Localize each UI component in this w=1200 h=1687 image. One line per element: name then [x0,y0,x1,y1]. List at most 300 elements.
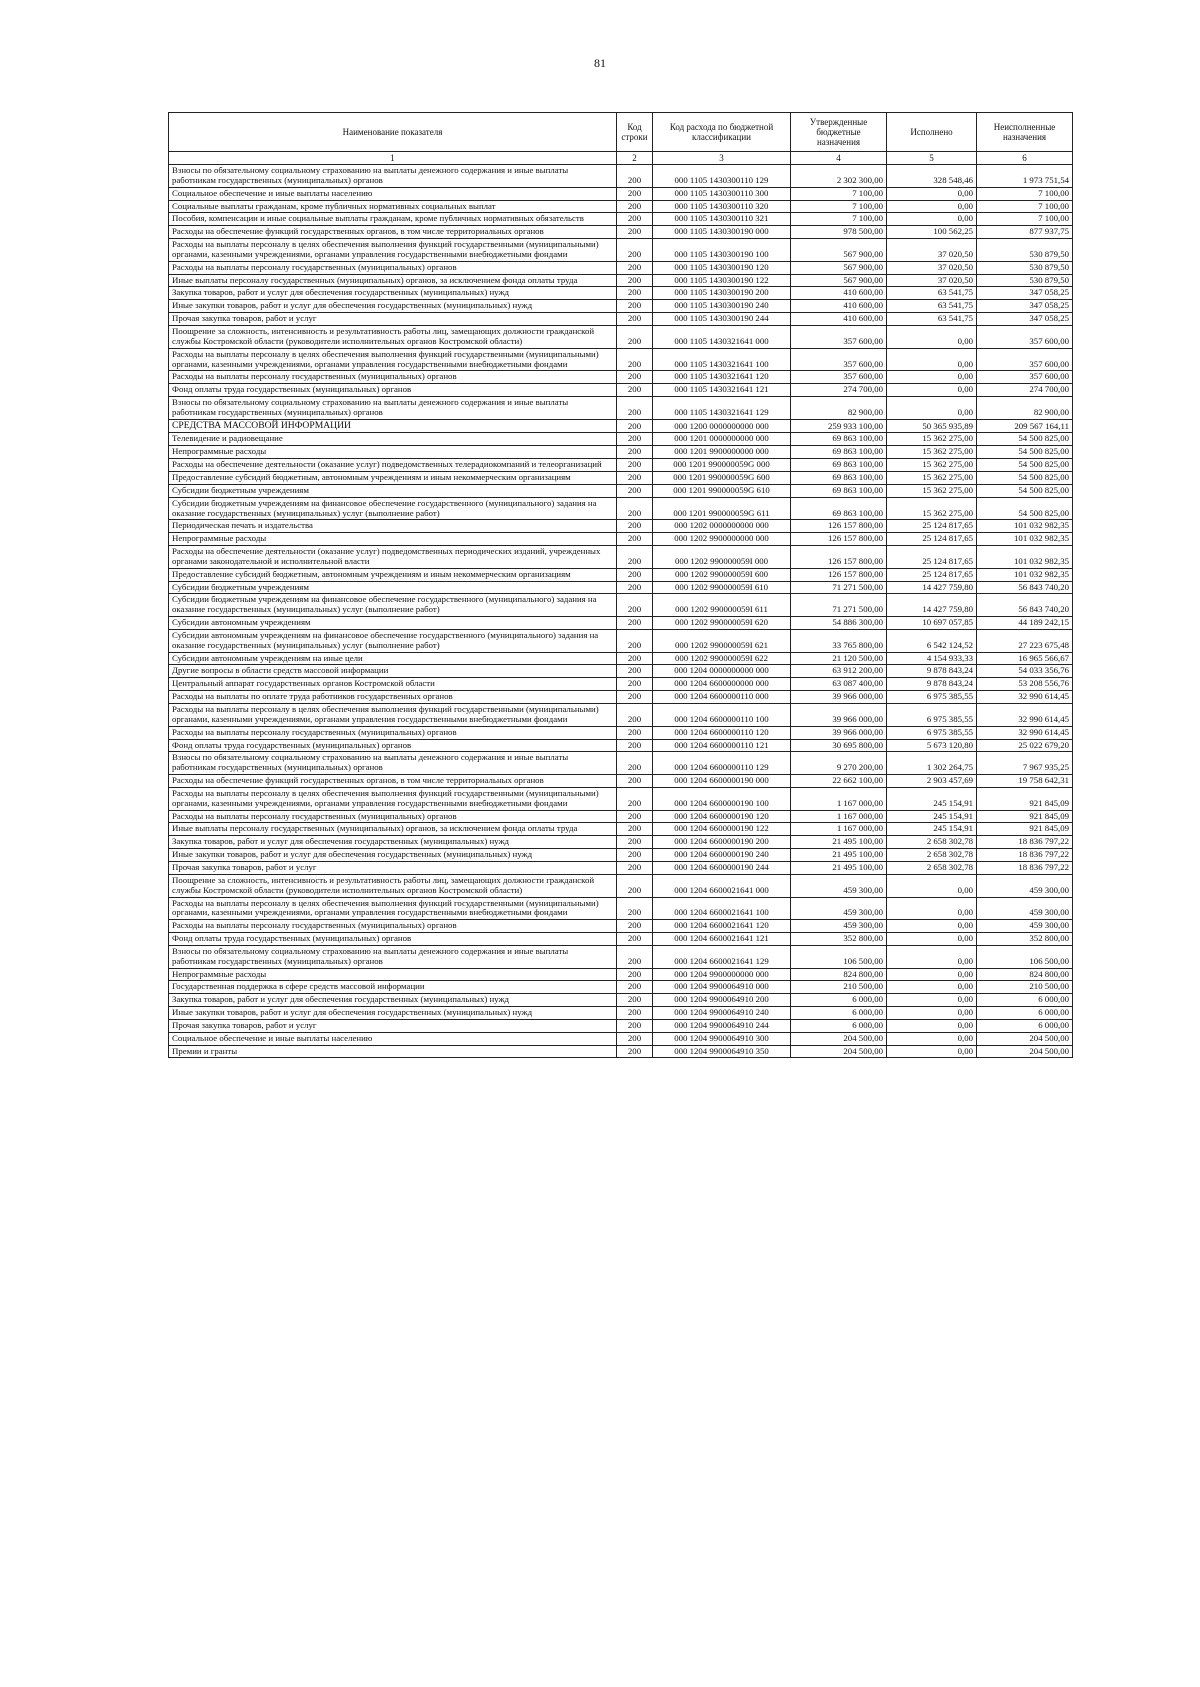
row-executed-cell: 15 362 275,00 [887,446,977,459]
row-budget-code-cell: 000 1204 9900064910 300 [653,1032,791,1045]
row-remaining-cell: 357 600,00 [977,371,1073,384]
row-line-code-cell: 200 [617,1019,653,1032]
row-line-code-cell: 200 [617,546,653,569]
row-executed-cell: 15 362 275,00 [887,484,977,497]
row-executed-cell: 25 124 817,65 [887,520,977,533]
row-remaining-cell: 82 900,00 [977,397,1073,420]
row-approved-cell: 459 300,00 [791,897,887,920]
row-name-cell: Расходы на выплаты персоналу государственных (муниципальных) органов [169,371,617,384]
row-name-cell: Субсидии автономным учреждениям на иные цели [169,652,617,665]
row-budget-code-cell: 000 1202 9900000000 000 [653,533,791,546]
row-executed-cell: 0,00 [887,1032,977,1045]
row-line-code-cell: 200 [617,617,653,630]
row-budget-code-cell: 000 1204 0000000000 000 [653,665,791,678]
row-executed-cell: 6 975 385,55 [887,691,977,704]
row-line-code-cell: 200 [617,1045,653,1058]
row-remaining-cell: 16 965 566,67 [977,652,1073,665]
table-row [169,752,1073,775]
table-row [169,933,1073,946]
row-approved-cell: 204 500,00 [791,1045,887,1058]
row-executed-cell: 0,00 [887,213,977,226]
table-row [169,861,1073,874]
row-executed-cell: 2 658 302,78 [887,861,977,874]
row-executed-cell: 0,00 [887,187,977,200]
row-line-code-cell: 200 [617,325,653,348]
row-budget-code-cell: 000 1204 6600000000 000 [653,678,791,691]
row-remaining-cell: 7 100,00 [977,200,1073,213]
row-line-code-cell: 200 [617,300,653,313]
table-row [169,581,1073,594]
table-row [169,981,1073,994]
row-name-cell: Расходы на обеспечение функций государственных органов, в том числе территориальных органов [169,775,617,788]
row-line-code-cell: 200 [617,665,653,678]
row-executed-cell: 63 541,75 [887,287,977,300]
row-executed-cell: 245 154,91 [887,810,977,823]
row-line-code-cell: 200 [617,497,653,520]
row-executed-cell: 0,00 [887,874,977,897]
row-approved-cell: 7 100,00 [791,213,887,226]
row-remaining-cell: 347 058,25 [977,313,1073,326]
table-row [169,629,1073,652]
row-line-code-cell: 200 [617,568,653,581]
row-executed-cell: 0,00 [887,933,977,946]
row-approved-cell: 7 100,00 [791,200,887,213]
row-executed-cell: 6 542 124,52 [887,629,977,652]
page-number: 81 [594,56,606,70]
row-budget-code-cell: 000 1201 9900000000 000 [653,446,791,459]
table-row [169,165,1073,188]
row-executed-cell: 0,00 [887,325,977,348]
row-budget-code-cell: 000 1204 9900064910 244 [653,1019,791,1032]
row-remaining-cell: 106 500,00 [977,945,1073,968]
row-budget-code-cell: 000 1204 6600021641 129 [653,945,791,968]
table-row [169,945,1073,968]
row-name-cell: Взносы по обязательному социальному страхованию на выплаты денежного содержания и иные выплаты работникам государственных (муниципальных) органов [169,945,617,968]
table-row [169,497,1073,520]
row-name-cell: Прочая закупка товаров, работ и услуг [169,861,617,874]
row-name-cell: Субсидии бюджетным учреждениям на финансовое обеспечение государственного (муниципального) задания на оказание государственных (муниципальных) услуг (выполнение работ) [169,497,617,520]
table-row [169,274,1073,287]
row-remaining-cell: 54 500 825,00 [977,459,1073,472]
row-approved-cell: 21 120 500,00 [791,652,887,665]
table-row [169,665,1073,678]
column-number: 4 [791,152,887,165]
table-row [169,968,1073,981]
row-budget-code-cell: 000 1202 990000059I 000 [653,546,791,569]
table-row [169,287,1073,300]
row-name-cell: Субсидии бюджетным учреждениям на финансовое обеспечение государственного (муниципального) задания на оказание государственных (муниципальных) услуг (выполнение работ) [169,594,617,617]
budget-execution-table [168,112,1073,1058]
row-executed-cell: 10 697 057,85 [887,617,977,630]
row-name-cell: Социальное обеспечение и иные выплаты населению [169,1032,617,1045]
row-name-cell: Поощрение за сложность, интенсивность и результативность работы лиц, замещающих должности гражданской службы Костромской области (руководители исполнительных органов Костромской области) [169,874,617,897]
row-approved-cell: 69 863 100,00 [791,471,887,484]
table-row [169,617,1073,630]
row-name-cell: СРЕДСТВА МАССОВОЙ ИНФОРМАЦИИ [169,419,617,433]
table-row [169,384,1073,397]
row-line-code-cell: 200 [617,274,653,287]
row-name-cell: Непрограммные расходы [169,533,617,546]
row-executed-cell: 15 362 275,00 [887,497,977,520]
row-name-cell: Социальные выплаты гражданам, кроме публичных нормативных социальных выплат [169,200,617,213]
table-row [169,897,1073,920]
row-budget-code-cell: 000 1204 6600000190 244 [653,861,791,874]
row-budget-code-cell: 000 1200 0000000000 000 [653,419,791,433]
row-remaining-cell: 6 000,00 [977,1007,1073,1020]
row-approved-cell: 126 157 800,00 [791,546,887,569]
row-approved-cell: 30 695 800,00 [791,739,887,752]
row-name-cell: Закупка товаров, работ и услуг для обеспечения государственных (муниципальных) нужд [169,287,617,300]
row-name-cell: Предоставление субсидий бюджетным, автономным учреждениям и иным некоммерческим организациям [169,568,617,581]
row-line-code-cell: 200 [617,726,653,739]
row-name-cell: Закупка товаров, работ и услуг для обеспечения государственных (муниципальных) нужд [169,994,617,1007]
row-remaining-cell: 459 300,00 [977,874,1073,897]
row-budget-code-cell: 000 1204 6600000110 000 [653,691,791,704]
row-line-code-cell: 200 [617,213,653,226]
row-name-cell: Иные выплаты персоналу государственных (муниципальных) органов, за исключением фонда оплаты труда [169,274,617,287]
row-budget-code-cell: 000 1204 9900064910 000 [653,981,791,994]
row-approved-cell: 352 800,00 [791,933,887,946]
row-line-code-cell: 200 [617,313,653,326]
row-line-code-cell: 200 [617,920,653,933]
row-remaining-cell: 357 600,00 [977,325,1073,348]
row-approved-cell: 1 167 000,00 [791,823,887,836]
row-approved-cell: 1 167 000,00 [791,810,887,823]
row-approved-cell: 9 270 200,00 [791,752,887,775]
table-row [169,568,1073,581]
table-row [169,836,1073,849]
row-executed-cell: 37 020,50 [887,274,977,287]
table-row [169,433,1073,446]
table-row [169,325,1073,348]
row-line-code-cell: 200 [617,433,653,446]
row-name-cell: Расходы на выплаты персоналу в целях обеспечения выполнения функций государственными (муниципальными) органами, казенными учреждениями, органами управления государственными внебюджетными фондами [169,704,617,727]
table-row [169,546,1073,569]
row-line-code-cell: 200 [617,397,653,420]
row-remaining-cell: 1 973 751,54 [977,165,1073,188]
row-line-code-cell: 200 [617,446,653,459]
row-executed-cell: 50 365 935,89 [887,419,977,433]
row-name-cell: Непрограммные расходы [169,968,617,981]
row-line-code-cell: 200 [617,704,653,727]
row-executed-cell: 15 362 275,00 [887,471,977,484]
row-line-code-cell: 200 [617,861,653,874]
row-remaining-cell: 530 879,50 [977,261,1073,274]
row-remaining-cell: 204 500,00 [977,1045,1073,1058]
row-remaining-cell: 54 500 825,00 [977,471,1073,484]
row-budget-code-cell: 000 1204 6600000190 100 [653,787,791,810]
row-budget-code-cell: 000 1204 9900064910 350 [653,1045,791,1058]
row-approved-cell: 567 900,00 [791,274,887,287]
row-executed-cell: 1 302 264,75 [887,752,977,775]
row-executed-cell: 6 975 385,55 [887,704,977,727]
table-row [169,226,1073,239]
row-name-cell: Премии и гранты [169,1045,617,1058]
row-budget-code-cell: 000 1105 1430300190 000 [653,226,791,239]
column-number: 2 [617,152,653,165]
row-name-cell: Иные закупки товаров, работ и услуг для обеспечения государственных (муниципальных) нужд [169,849,617,862]
row-executed-cell: 25 124 817,65 [887,546,977,569]
row-approved-cell: 357 600,00 [791,348,887,371]
row-executed-cell: 245 154,91 [887,823,977,836]
row-approved-cell: 21 495 100,00 [791,849,887,862]
row-executed-cell: 2 658 302,78 [887,849,977,862]
table-row [169,1045,1073,1058]
row-line-code-cell: 200 [617,371,653,384]
column-header-remaining: Неисполненные назначения [977,113,1073,152]
row-executed-cell: 0,00 [887,397,977,420]
table-row [169,446,1073,459]
row-approved-cell: 6 000,00 [791,1019,887,1032]
row-approved-cell: 63 912 200,00 [791,665,887,678]
row-line-code-cell: 200 [617,459,653,472]
row-remaining-cell: 32 990 614,45 [977,691,1073,704]
row-budget-code-cell: 000 1204 9900064910 240 [653,1007,791,1020]
row-remaining-cell: 274 700,00 [977,384,1073,397]
row-line-code-cell: 200 [617,187,653,200]
table-row [169,787,1073,810]
row-remaining-cell: 32 990 614,45 [977,704,1073,727]
row-name-cell: Субсидии автономным учреждениям на финансовое обеспечение государственного (муниципального) задания на оказание государственных (муниципальных) услуг (выполнение работ) [169,629,617,652]
row-approved-cell: 6 000,00 [791,994,887,1007]
row-name-cell: Иные закупки товаров, работ и услуг для обеспечения государственных (муниципальных) нужд [169,300,617,313]
column-header-line-code: Код строки [617,113,653,152]
row-approved-cell: 39 966 000,00 [791,726,887,739]
row-name-cell: Взносы по обязательному социальному страхованию на выплаты денежного содержания и иные выплаты работникам государственных (муниципальных) органов [169,397,617,420]
row-budget-code-cell: 000 1204 6600000190 122 [653,823,791,836]
table-row [169,920,1073,933]
row-name-cell: Непрограммные расходы [169,446,617,459]
row-budget-code-cell: 000 1202 0000000000 000 [653,520,791,533]
row-name-cell: Расходы на выплаты персоналу государственных (муниципальных) органов [169,726,617,739]
row-executed-cell: 9 878 843,24 [887,678,977,691]
row-remaining-cell: 53 208 556,76 [977,678,1073,691]
row-executed-cell: 328 548,46 [887,165,977,188]
row-budget-code-cell: 000 1201 0000000000 000 [653,433,791,446]
row-remaining-cell: 6 000,00 [977,1019,1073,1032]
row-executed-cell: 9 878 843,24 [887,665,977,678]
row-executed-cell: 25 124 817,65 [887,568,977,581]
row-executed-cell: 4 154 933,33 [887,652,977,665]
row-remaining-cell: 357 600,00 [977,348,1073,371]
table-header-row [169,113,1073,152]
column-header-executed: Исполнено [887,113,977,152]
row-budget-code-cell: 000 1105 1430321641 100 [653,348,791,371]
row-approved-cell: 459 300,00 [791,874,887,897]
row-budget-code-cell: 000 1105 1430321641 000 [653,325,791,348]
row-approved-cell: 63 087 400,00 [791,678,887,691]
row-remaining-cell: 459 300,00 [977,920,1073,933]
row-remaining-cell: 25 022 679,20 [977,739,1073,752]
table-row [169,397,1073,420]
row-executed-cell: 14 427 759,80 [887,581,977,594]
row-remaining-cell: 921 845,09 [977,823,1073,836]
table-row [169,1019,1073,1032]
row-name-cell: Иные выплаты персоналу государственных (муниципальных) органов, за исключением фонда оплаты труда [169,823,617,836]
row-remaining-cell: 7 100,00 [977,213,1073,226]
table-row [169,213,1073,226]
row-executed-cell: 0,00 [887,200,977,213]
row-remaining-cell: 347 058,25 [977,287,1073,300]
row-approved-cell: 2 302 300,00 [791,165,887,188]
row-name-cell: Фонд оплаты труда государственных (муниципальных) органов [169,384,617,397]
row-approved-cell: 126 157 800,00 [791,520,887,533]
row-approved-cell: 567 900,00 [791,261,887,274]
row-approved-cell: 978 500,00 [791,226,887,239]
row-budget-code-cell: 000 1204 6600021641 120 [653,920,791,933]
row-name-cell: Закупка товаров, работ и услуг для обеспечения государственных (муниципальных) нужд [169,836,617,849]
row-line-code-cell: 200 [617,775,653,788]
row-approved-cell: 204 500,00 [791,1032,887,1045]
table-row [169,348,1073,371]
row-budget-code-cell: 000 1204 6600000110 120 [653,726,791,739]
row-remaining-cell: 101 032 982,35 [977,533,1073,546]
row-executed-cell: 0,00 [887,371,977,384]
row-remaining-cell: 6 000,00 [977,994,1073,1007]
column-number: 6 [977,152,1073,165]
row-remaining-cell: 824 800,00 [977,968,1073,981]
row-remaining-cell: 101 032 982,35 [977,546,1073,569]
row-approved-cell: 259 933 100,00 [791,419,887,433]
row-approved-cell: 7 100,00 [791,187,887,200]
row-executed-cell: 0,00 [887,1045,977,1058]
row-budget-code-cell: 000 1204 6600000110 121 [653,739,791,752]
row-budget-code-cell: 000 1105 1430300110 300 [653,187,791,200]
row-budget-code-cell: 000 1105 1430300110 321 [653,213,791,226]
row-remaining-cell: 18 836 797,22 [977,836,1073,849]
row-budget-code-cell: 000 1204 9900000000 000 [653,968,791,981]
table-row [169,726,1073,739]
table-row [169,371,1073,384]
row-approved-cell: 71 271 500,00 [791,594,887,617]
table-row [169,1032,1073,1045]
table-row [169,678,1073,691]
row-line-code-cell: 200 [617,348,653,371]
row-budget-code-cell: 000 1105 1430300110 129 [653,165,791,188]
table-row [169,533,1073,546]
row-budget-code-cell: 000 1204 6600000190 120 [653,810,791,823]
row-line-code-cell: 200 [617,739,653,752]
row-remaining-cell: 209 567 164,11 [977,419,1073,433]
row-remaining-cell: 347 058,25 [977,300,1073,313]
row-budget-code-cell: 000 1204 6600000110 100 [653,704,791,727]
row-line-code-cell: 200 [617,484,653,497]
row-budget-code-cell: 000 1204 6600000190 240 [653,849,791,862]
column-header-name: Наименование показателя [169,113,617,152]
row-name-cell: Субсидии бюджетным учреждениям [169,484,617,497]
row-name-cell: Телевидение и радиовещание [169,433,617,446]
row-budget-code-cell: 000 1202 990000059I 611 [653,594,791,617]
row-line-code-cell: 200 [617,874,653,897]
row-executed-cell: 0,00 [887,384,977,397]
row-line-code-cell: 200 [617,968,653,981]
column-number-row [169,152,1073,165]
row-remaining-cell: 56 843 740,20 [977,581,1073,594]
row-executed-cell: 245 154,91 [887,787,977,810]
row-remaining-cell: 54 500 825,00 [977,433,1073,446]
row-name-cell: Центральный аппарат государственных органов Костромской области [169,678,617,691]
row-approved-cell: 39 966 000,00 [791,704,887,727]
row-budget-code-cell: 000 1204 6600000190 200 [653,836,791,849]
table-row [169,823,1073,836]
row-budget-code-cell: 000 1105 1430300190 100 [653,239,791,262]
row-approved-cell: 459 300,00 [791,920,887,933]
row-executed-cell: 0,00 [887,945,977,968]
row-line-code-cell: 200 [617,471,653,484]
row-executed-cell: 6 975 385,55 [887,726,977,739]
row-approved-cell: 274 700,00 [791,384,887,397]
table-row [169,200,1073,213]
row-approved-cell: 71 271 500,00 [791,581,887,594]
row-budget-code-cell: 000 1201 990000059G 611 [653,497,791,520]
row-name-cell: Субсидии бюджетным учреждениям [169,581,617,594]
row-line-code-cell: 200 [617,691,653,704]
row-line-code-cell: 200 [617,823,653,836]
row-name-cell: Периодическая печать и издательства [169,520,617,533]
row-remaining-cell: 18 836 797,22 [977,861,1073,874]
row-remaining-cell: 921 845,09 [977,810,1073,823]
table-row [169,419,1073,433]
row-name-cell: Иные закупки товаров, работ и услуг для обеспечения государственных (муниципальных) нужд [169,1007,617,1020]
row-remaining-cell: 352 800,00 [977,933,1073,946]
row-name-cell: Прочая закупка товаров, работ и услуг [169,313,617,326]
row-approved-cell: 82 900,00 [791,397,887,420]
row-executed-cell: 15 362 275,00 [887,433,977,446]
row-approved-cell: 357 600,00 [791,371,887,384]
row-name-cell: Фонд оплаты труда государственных (муниципальных) органов [169,933,617,946]
row-name-cell: Другие вопросы в области средств массовой информации [169,665,617,678]
row-approved-cell: 824 800,00 [791,968,887,981]
row-executed-cell: 0,00 [887,994,977,1007]
row-name-cell: Расходы на выплаты персоналу в целях обеспечения выполнения функций государственными (муниципальными) органами, казенными учреждениями, органами управления государственными внебюджетными фондами [169,348,617,371]
row-budget-code-cell: 000 1105 1430300190 244 [653,313,791,326]
row-line-code-cell: 200 [617,581,653,594]
row-executed-cell: 0,00 [887,348,977,371]
row-remaining-cell: 101 032 982,35 [977,520,1073,533]
row-line-code-cell: 200 [617,594,653,617]
row-line-code-cell: 200 [617,994,653,1007]
row-name-cell: Расходы на выплаты персоналу государственных (муниципальных) органов [169,261,617,274]
row-budget-code-cell: 000 1204 6600000190 000 [653,775,791,788]
row-executed-cell: 0,00 [887,1007,977,1020]
row-name-cell: Расходы на обеспечение деятельности (оказание услуг) подведомственных телерадиокомпаний и телеорганизаций [169,459,617,472]
row-name-cell: Пособия, компенсации и иные социальные выплаты гражданам, кроме публичных нормативных обязательств [169,213,617,226]
row-executed-cell: 2 658 302,78 [887,836,977,849]
row-name-cell: Расходы на выплаты персоналу государственных (муниципальных) органов [169,810,617,823]
row-name-cell: Субсидии автономным учреждениям [169,617,617,630]
column-number: 1 [169,152,617,165]
row-approved-cell: 69 863 100,00 [791,459,887,472]
row-line-code-cell: 200 [617,261,653,274]
row-executed-cell: 2 903 457,69 [887,775,977,788]
table-row [169,1007,1073,1020]
row-name-cell: Расходы на выплаты персоналу в целях обеспечения выполнения функций государственными (муниципальными) органами, казенными учреждениями, органами управления государственными внебюджетными фондами [169,239,617,262]
row-line-code-cell: 200 [617,836,653,849]
row-remaining-cell: 7 100,00 [977,187,1073,200]
table-row [169,810,1073,823]
row-executed-cell: 0,00 [887,981,977,994]
row-approved-cell: 39 966 000,00 [791,691,887,704]
row-budget-code-cell: 000 1201 990000059G 600 [653,471,791,484]
row-executed-cell: 37 020,50 [887,239,977,262]
row-line-code-cell: 200 [617,419,653,433]
row-approved-cell: 69 863 100,00 [791,433,887,446]
row-executed-cell: 0,00 [887,897,977,920]
row-line-code-cell: 200 [617,652,653,665]
row-remaining-cell: 44 189 242,15 [977,617,1073,630]
row-budget-code-cell: 000 1202 990000059I 621 [653,629,791,652]
column-number: 5 [887,152,977,165]
